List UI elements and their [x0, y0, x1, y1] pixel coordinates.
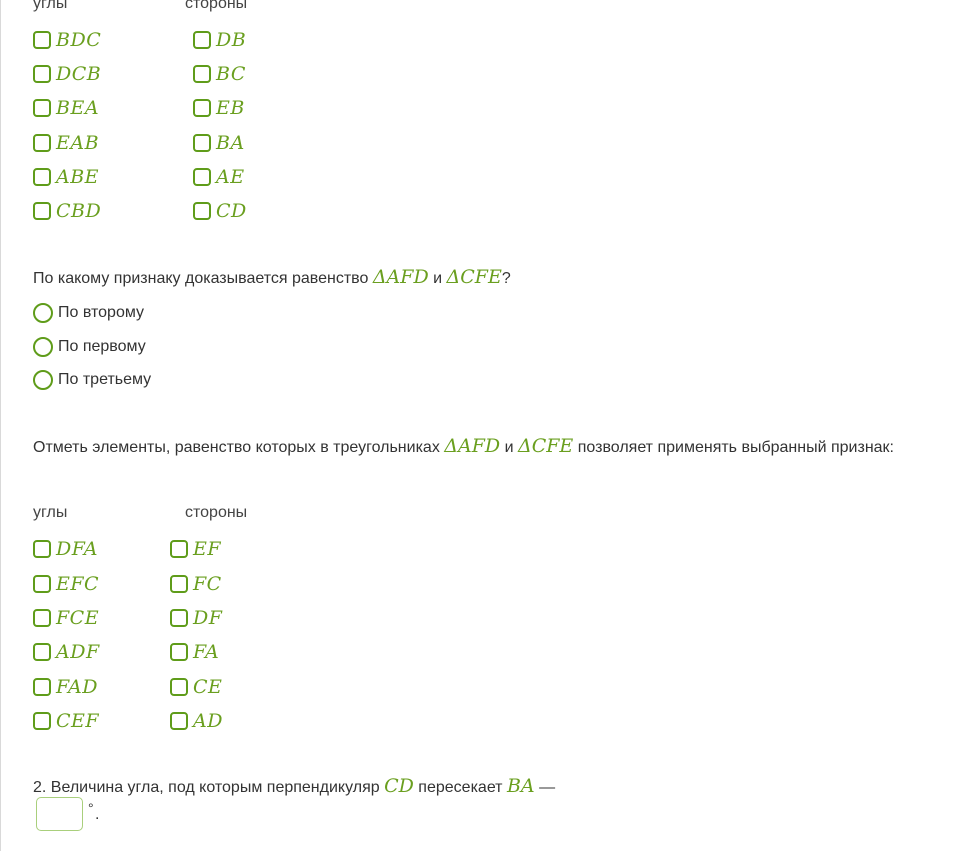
side-label: BC	[216, 63, 246, 85]
angle-option[interactable]	[33, 200, 101, 222]
side-label: AE	[216, 166, 245, 188]
criterion-question	[33, 266, 511, 290]
radio-label: По третьему	[58, 371, 152, 388]
checkbox[interactable]	[193, 65, 211, 83]
angles-header: углы	[33, 504, 68, 521]
side-label: AD	[193, 710, 223, 732]
angle-label: CEF	[56, 710, 100, 732]
checkbox[interactable]	[33, 678, 51, 696]
checkbox[interactable]	[33, 65, 51, 83]
question-text-middle: пересекает	[413, 779, 507, 796]
angle-answer-input[interactable]	[36, 797, 83, 831]
angle-label: ABE	[56, 166, 100, 188]
angle-label: FCE	[56, 607, 100, 629]
angle-label: CBD	[56, 200, 102, 222]
angle-option[interactable]	[33, 132, 99, 154]
left-border	[0, 0, 1, 851]
checkbox[interactable]	[170, 643, 188, 661]
angle-option[interactable]	[33, 573, 99, 595]
question-2	[33, 775, 555, 799]
side-label: FC	[193, 573, 222, 595]
sides-header: стороны	[185, 0, 248, 12]
radio-button[interactable]	[33, 337, 53, 357]
checkbox[interactable]	[33, 540, 51, 558]
angle-option[interactable]	[33, 676, 98, 698]
angle-option[interactable]	[33, 710, 99, 732]
radio-option-second[interactable]	[33, 302, 144, 324]
triangle-label: ΔAFD	[444, 435, 501, 457]
side-label: DB	[216, 29, 247, 51]
checkbox[interactable]	[170, 609, 188, 627]
angle-label: BEA	[56, 97, 100, 119]
radio-button[interactable]	[33, 370, 53, 390]
side-option[interactable]	[193, 200, 247, 222]
angle-option[interactable]	[33, 166, 99, 188]
elements-question	[33, 435, 913, 459]
checkbox[interactable]	[193, 99, 211, 117]
segment-label: BA	[506, 775, 535, 797]
side-label: DF	[193, 607, 223, 629]
checkbox[interactable]	[33, 99, 51, 117]
checkbox[interactable]	[33, 712, 51, 730]
side-label: EF	[193, 538, 222, 560]
angle-label: EAB	[56, 132, 100, 154]
checkbox[interactable]	[170, 540, 188, 558]
triangle-label: ΔCFE	[517, 435, 574, 457]
checkbox[interactable]	[193, 168, 211, 186]
triangle-label: ΔAFD	[372, 266, 429, 288]
angles-header: углы	[33, 0, 68, 12]
checkbox[interactable]	[33, 168, 51, 186]
angle-option[interactable]	[33, 63, 101, 85]
checkbox[interactable]	[170, 712, 188, 730]
angle-label: BDC	[56, 29, 102, 51]
angle-label: DFA	[56, 538, 98, 560]
side-option[interactable]	[170, 538, 221, 560]
checkbox[interactable]	[193, 31, 211, 49]
side-option[interactable]	[193, 29, 246, 51]
radio-option-third[interactable]	[33, 369, 151, 391]
question-text-end: позволяет применять выбранный признак:	[573, 439, 894, 456]
side-option[interactable]	[193, 166, 245, 188]
side-option[interactable]	[170, 676, 222, 698]
angle-option[interactable]	[33, 641, 100, 663]
side-label: CD	[216, 200, 247, 222]
checkbox[interactable]	[170, 575, 188, 593]
angle-option[interactable]	[33, 538, 98, 560]
checkbox[interactable]	[170, 678, 188, 696]
question-text: Отметь элементы, равенство которых в треугольниках	[33, 439, 445, 456]
checkbox[interactable]	[33, 575, 51, 593]
period: .	[95, 806, 100, 823]
side-option[interactable]	[193, 63, 246, 85]
checkbox[interactable]	[193, 202, 211, 220]
conjunction: и	[500, 439, 518, 456]
side-option[interactable]	[193, 132, 245, 154]
checkbox[interactable]	[193, 134, 211, 152]
triangle-label: ΔCFE	[446, 266, 502, 288]
dash: —	[534, 779, 556, 796]
checkbox[interactable]	[33, 134, 51, 152]
angle-label: ADF	[56, 641, 100, 663]
question-text: По какому признаку доказывается равенство	[33, 270, 373, 287]
radio-button[interactable]	[33, 303, 53, 323]
angle-label: DCB	[56, 63, 102, 85]
sides-header: стороны	[185, 504, 248, 521]
side-label: EB	[216, 97, 245, 119]
degree-symbol: °	[88, 800, 94, 816]
side-label: FA	[193, 641, 220, 663]
checkbox[interactable]	[33, 643, 51, 661]
segment-label: CD	[384, 775, 414, 797]
conjunction: и	[428, 270, 447, 287]
radio-option-first[interactable]	[33, 336, 146, 358]
angle-option[interactable]	[33, 29, 101, 51]
side-option[interactable]	[170, 710, 223, 732]
angle-label: FAD	[56, 676, 98, 698]
checkbox[interactable]	[33, 202, 51, 220]
angle-option[interactable]	[33, 607, 99, 629]
radio-label: По второму	[58, 304, 145, 321]
side-label: CE	[193, 676, 223, 698]
side-option[interactable]	[193, 97, 245, 119]
side-option[interactable]	[170, 607, 222, 629]
side-option[interactable]	[170, 641, 219, 663]
angle-label: EFC	[56, 573, 100, 595]
question-mark: ?	[501, 270, 511, 287]
checkbox[interactable]	[33, 31, 51, 49]
side-option[interactable]	[170, 573, 222, 595]
radio-label: По первому	[58, 338, 146, 355]
checkbox[interactable]	[33, 609, 51, 627]
question-text: 2. Величина угла, под которым перпендикуляр	[33, 779, 385, 796]
angle-option[interactable]	[33, 97, 99, 119]
side-label: BA	[216, 132, 245, 154]
